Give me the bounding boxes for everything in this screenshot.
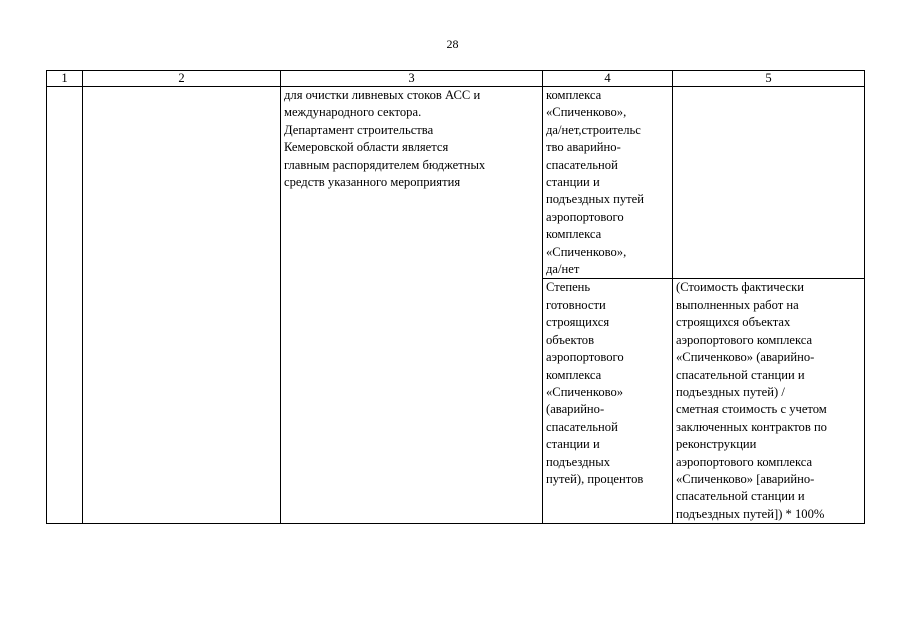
formula-cell-bottom — [673, 279, 865, 524]
column-header-5: 5 — [673, 71, 865, 87]
column-header-3: 3 — [281, 71, 543, 87]
table-row — [47, 87, 865, 279]
indicator-text-bottom: Степень готовности строящихся объектов аэропортового комплекса «Спиченково» (аварийно- спасательной станции и подъездных путей), процентов — [546, 280, 644, 486]
event-name-cell — [83, 87, 281, 524]
table-header-row — [47, 71, 865, 87]
formula-text-bottom: (Стоимость фактически выполненных работ на строящихся объектах аэропортового комплекса «Спиченково» (аварийно- спасательной станции и подъездных путей) / сметная стоимость с учетом заключенных контрактов по реконструкции аэропортового комплекса «Спиченково» [аварийно- спасательной станции и подъездных путей]) * 100% — [676, 280, 827, 521]
row-number-cell — [47, 87, 83, 524]
description-cell — [281, 87, 543, 524]
indicator-cell-top — [543, 87, 673, 279]
indicator-cell-bottom — [543, 279, 673, 524]
column-header-1: 1 — [47, 71, 83, 87]
indicator-table — [46, 70, 865, 524]
description-text: для очистки ливневых стоков АСС и международного сектора. Департамент строительства Кемеровской области является главным распорядителем бюджетных средств указанного мероприятия — [284, 88, 486, 190]
indicator-text-top: комплекса «Спиченково», да/нет,строительс тво аварийно- спасательной станции и подъездных путей аэропортового комплекса «Спиченково», да/нет — [546, 88, 645, 277]
page-number: 28 — [446, 37, 459, 51]
formula-cell-top — [673, 87, 865, 279]
column-header-2: 2 — [83, 71, 281, 87]
column-header-4: 4 — [543, 71, 673, 87]
